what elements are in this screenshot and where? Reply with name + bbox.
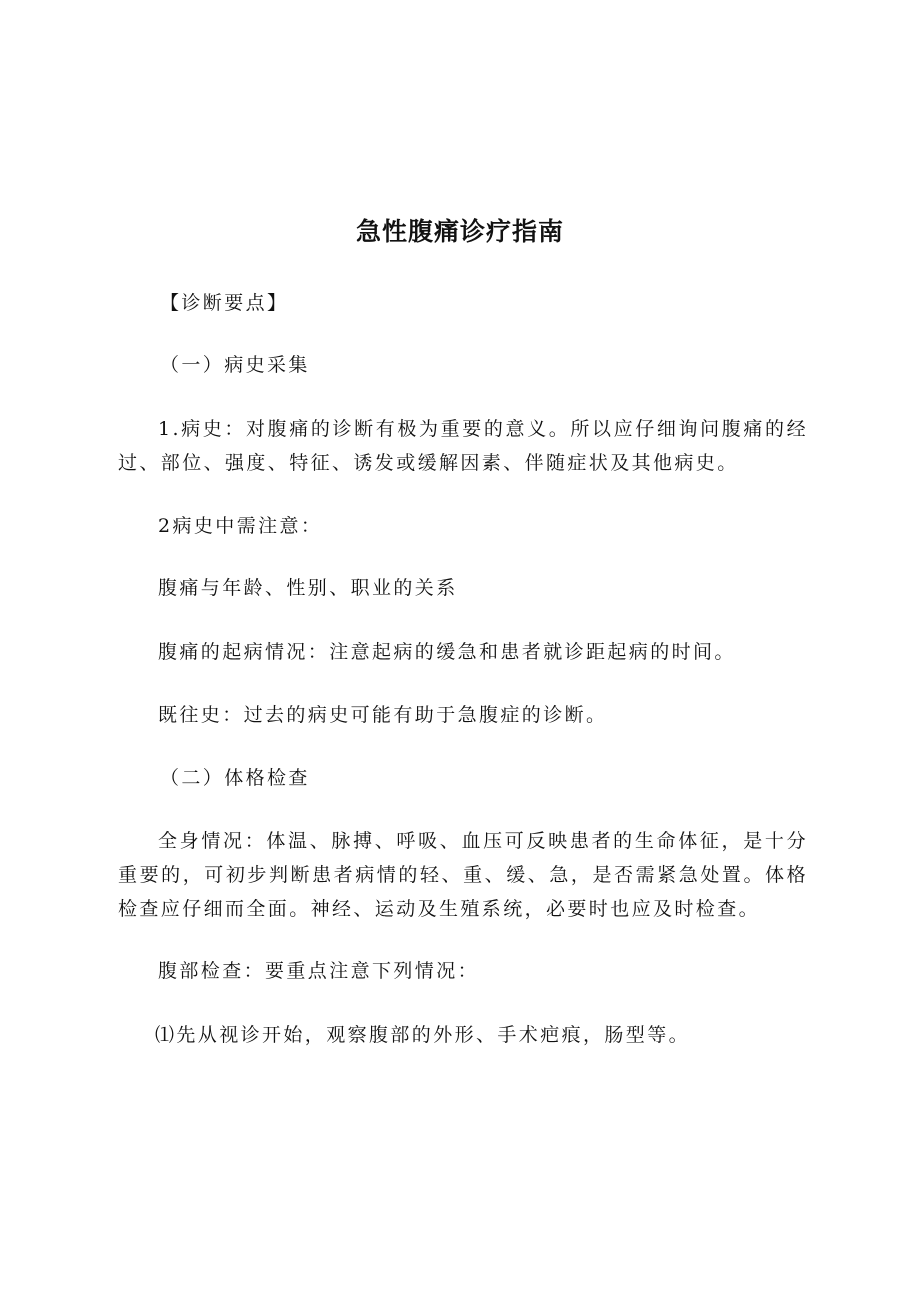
document-title: 急性腹痛诊疗指南 bbox=[355, 217, 564, 246]
list-item-inspection: ⑴先从视诊开始，观察腹部的外形、手术疤痕，肠型等。 bbox=[155, 1024, 691, 1046]
section-heading: 【诊断要点】 bbox=[160, 292, 289, 314]
paragraph-general-exam: 全身情况：体温、脉搏、呼吸、血压可反映患者的生命体征，是十分重要的，可初步判断患者病情的轻、重、缓、急，是否需紧急处置。体格检查应仔细而全面。神经、运动及生殖系统，必要时也应及时检查。 bbox=[118, 830, 808, 920]
note-onset: 腹痛的起病情况：注意起病的缓急和患者就诊距起病的时间。 bbox=[158, 641, 736, 663]
note-age-sex-occupation: 腹痛与年龄、性别、职业的关系 bbox=[158, 577, 458, 599]
paragraph-history-notes: 2病史中需注意： bbox=[158, 515, 323, 537]
paragraph-history: 1.病史：对腹痛的诊断有极为重要的意义。所以应仔细询问腹痛的经过、部位、强度、特征、诱发或缓解因素、伴随症状及其他病史。 bbox=[118, 418, 808, 474]
paragraph-abdominal-exam: 腹部检查：要重点注意下列情况： bbox=[158, 960, 480, 982]
subheading-physical-exam: （二）体格检查 bbox=[160, 767, 310, 789]
note-past-history: 既往史：过去的病史可能有助于急腹症的诊断。 bbox=[158, 704, 608, 726]
subheading-history: （一）病史采集 bbox=[160, 354, 310, 376]
